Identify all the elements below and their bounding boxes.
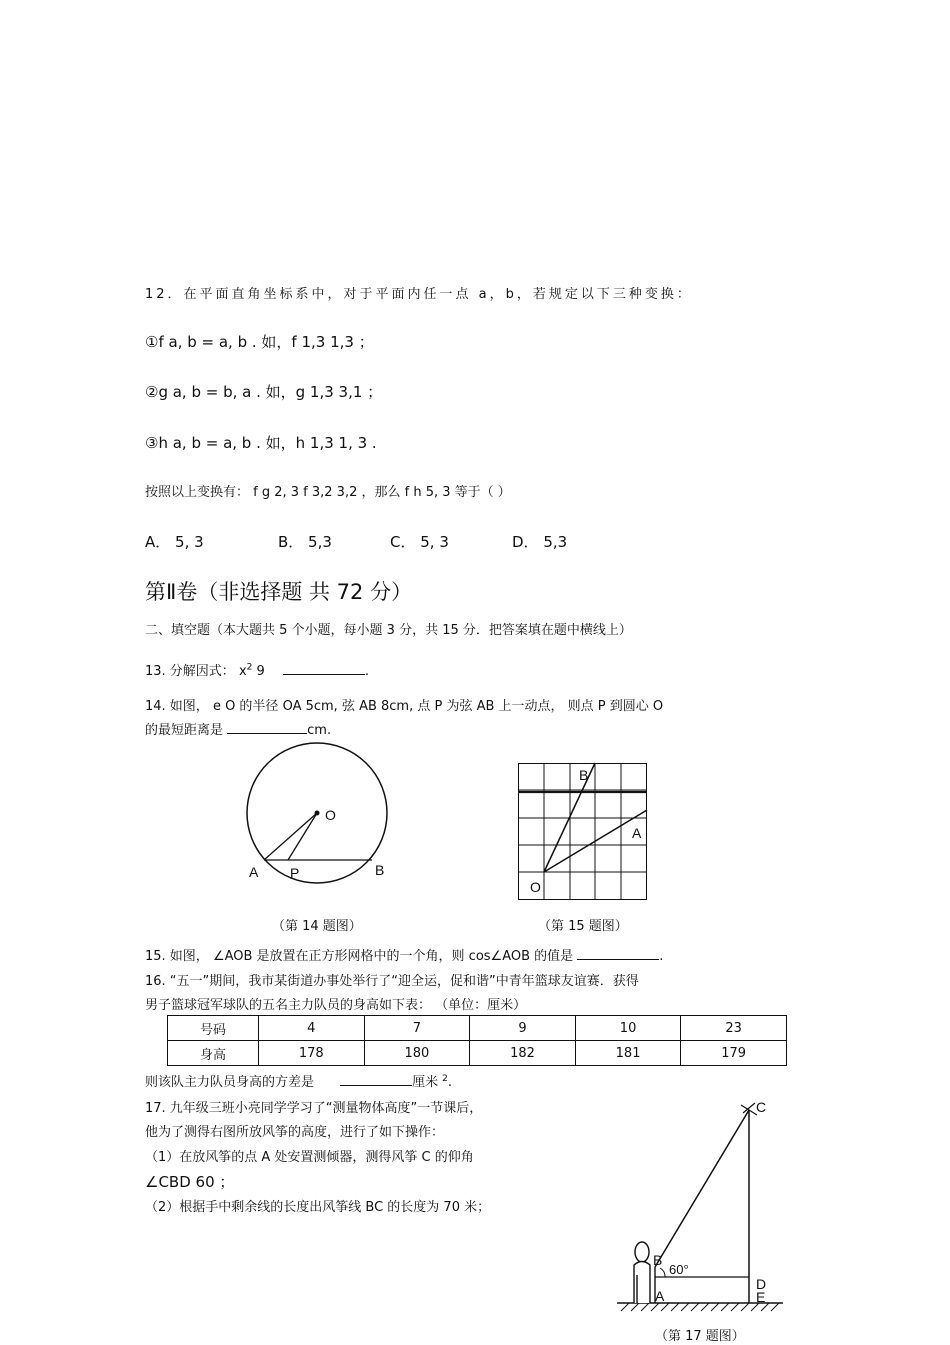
fig14-label-a: A [249, 864, 259, 880]
q13-answer-blank [283, 674, 365, 675]
q16-unit: 厘米 [412, 1075, 439, 1090]
q16-end: . [447, 1075, 453, 1090]
fig15-label-a: A [632, 825, 642, 841]
fig15-label-b: B [579, 767, 589, 783]
fig17-label-b: B [653, 1252, 663, 1268]
fig17-label-d: D [756, 1276, 767, 1292]
q15-answer-blank [577, 959, 659, 960]
fig14-caption: （第 14 题图） [272, 919, 362, 934]
q12-stem: 12．在平面直角坐标系中，对于平面内任一点 a，b，若规定以下三种变换： [145, 287, 693, 302]
fig14-label-b: B [375, 862, 385, 878]
table-cell: 178 [259, 1041, 365, 1066]
fig17-string-bc [655, 1110, 749, 1267]
table-cell: 181 [575, 1041, 681, 1066]
q16-line2: 男子篮球冠军球队的五名主力队员的身高如下表： （单位：厘米） [145, 998, 527, 1013]
fig17-kite-diagram [615, 1095, 795, 1315]
q15-text: 15. 如图， ∠AOB 是放置在正方形网格中的一个角，则 cos∠AOB 的值是 [145, 949, 574, 964]
q17-line2: 他为了测得右图所放风筝的高度，进行了如下操作： [145, 1125, 445, 1140]
fig17-angle-arc [660, 1268, 665, 1277]
table-row [168, 1016, 787, 1041]
q12-option-a: A． 5, 3 [145, 533, 204, 551]
q12-question: 按照以上变换有： f g 2, 3 f 3,2 3,2 ，那么 f h 5, 3 等于（ ） [145, 485, 511, 500]
fig14-segment-op [288, 813, 317, 860]
q16-unit-exponent: 2 [442, 1073, 448, 1084]
q14-line2-text: 的最短距离是 [145, 723, 224, 738]
q17-line4: ∠CBD 60 ； [145, 1173, 235, 1191]
q12-rule-f: ①f a, b = a, b . 如，f 1,3 1,3 ； [145, 333, 374, 351]
table-row [168, 1041, 787, 1066]
table-cell: 180 [364, 1041, 470, 1066]
q16-answer-blank [340, 1085, 412, 1086]
q13-tail: 9 [252, 664, 265, 679]
fig15-label-o: O [530, 879, 541, 895]
fig17-label-a: A [655, 1288, 665, 1304]
q16-heights-table [167, 1015, 787, 1066]
fig14-radius-oa [264, 813, 317, 860]
fig14-label-p: P [290, 865, 300, 881]
table-cell: 182 [470, 1041, 576, 1066]
table-cell: 身高 [168, 1041, 259, 1066]
q15-end: . [659, 949, 664, 964]
section2-header: 二、填空题（本大题共 5 个小题，每小题 3 分，共 15 分．把答案填在题中横线上） [145, 623, 632, 638]
fig14-center-dot [315, 811, 320, 816]
q17-line3: （1）在放风筝的点 A 处安置测倾器，测得风筝 C 的仰角 [145, 1150, 474, 1165]
q16-line1: 16. “五一”期间，我市某街道办事处举行了“迎全运，促和谐”中青年篮球友谊赛．获得 [145, 974, 639, 989]
table-cell: 10 [575, 1016, 681, 1041]
q16-answer-line [145, 1071, 452, 1090]
table-cell: 9 [470, 1016, 576, 1041]
fig15-caption: （第 15 题图） [538, 919, 628, 934]
q13-exponent: 2 [246, 662, 253, 673]
fig17-angle-label: 60° [669, 1262, 689, 1277]
fig17-label-c: C [756, 1099, 767, 1115]
q17-line1: 17. 九年级三班小亮同学学习了“测量物体高度”一节课后， [145, 1101, 483, 1116]
q12-rule-h: ③h a, b = a, b . 如，h 1,3 1, 3 . [145, 434, 377, 452]
table-cell: 179 [681, 1041, 787, 1066]
table-cell: 7 [364, 1016, 470, 1041]
q14-line2 [145, 719, 331, 738]
fig14-circle-diagram [230, 745, 400, 895]
q13-text: 13. 分解因式： x [145, 664, 247, 679]
table-cell: 23 [681, 1016, 787, 1041]
q12-option-d: D． 5,3 [512, 533, 568, 551]
fig17-person [634, 1242, 650, 1303]
q13: 13. 分解因式： $x^2$ 9 . [145, 662, 370, 679]
fig14-label-o: O [325, 807, 336, 823]
q12-option-c: C． 5, 3 [390, 533, 449, 551]
table-cell: 4 [259, 1016, 365, 1041]
fig15-grid-diagram [518, 763, 648, 901]
q15 [145, 945, 663, 964]
q17-line5: （2）根据手中剩余线的长度出风筝线 BC 的长度为 70 米； [145, 1200, 491, 1215]
part2-title: 第Ⅱ卷（非选择题 共 72 分） [145, 580, 413, 604]
q12-rule-g: ②g a, b = b, a . 如，g 1,3 3,1 ； [145, 383, 383, 401]
q14-line1: 14. 如图， e O 的半径 OA 5cm, 弦 AB 8cm, 点 P 为弦 AB 上一动点， 则点 P 到圆心 O [145, 699, 664, 714]
q16-after-text: 则该队主力队员身高的方差是 [145, 1075, 315, 1090]
fig17-caption: （第 17 题图） [655, 1329, 745, 1344]
q14-unit: cm. [307, 723, 332, 738]
q12-option-b: B． 5,3 [278, 533, 332, 551]
q14-answer-blank [227, 733, 307, 734]
table-cell: 号码 [168, 1016, 259, 1041]
fig17-label-e: E [756, 1289, 766, 1305]
